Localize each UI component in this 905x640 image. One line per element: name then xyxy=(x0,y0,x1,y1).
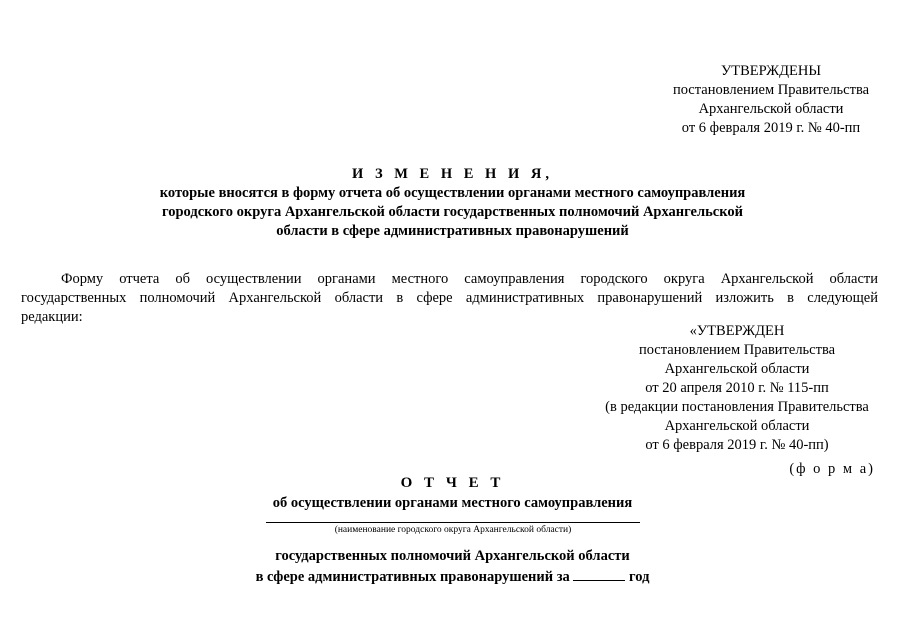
approval-form-header xyxy=(597,322,877,455)
report-title: О Т Ч Е Т xyxy=(400,475,505,491)
approval-header-line: от 6 февраля 2019 г. № 40-пп xyxy=(681,120,861,136)
approval-form-line: Архангельской области xyxy=(664,361,810,377)
changes-subtitle-line: городского округа Архангельской области государственных полномочий Архангельской xyxy=(162,204,743,220)
approval-form-line: Архангельской области xyxy=(664,418,810,434)
paragraph-line: Форму отчета об осуществлении органами местного самоуправления городского округа Архангельской области xyxy=(61,271,878,287)
changes-subtitle xyxy=(0,184,905,241)
year-blank-field xyxy=(573,566,625,581)
approval-form-line: постановлением Правительства xyxy=(638,342,836,358)
approval-header-line: УТВЕРЖДЕНЫ xyxy=(720,63,822,79)
approval-form-line: «УТВЕРЖДЕН xyxy=(689,323,785,339)
report-powers-line-year xyxy=(0,566,905,587)
approval-header-line: Архангельской области xyxy=(698,101,844,117)
paragraph-line: государственных полномочий Архангельской области в сфере административных правонарушений изложить в следующей xyxy=(21,290,878,306)
changes-subtitle-line: области в сфере административных правонарушений xyxy=(276,223,629,239)
municipality-name-caption: (наименование городского округа Архангельской области) xyxy=(334,525,572,535)
body-paragraph xyxy=(21,270,878,327)
form-label: (ф о р м а) xyxy=(789,461,875,477)
approval-form-line: от 20 апреля 2010 г. № 115-пп xyxy=(645,380,829,396)
changes-title: И З М Е Н Е Н И Я, xyxy=(352,166,553,182)
approval-form-line: (в редакции постановления Правительства xyxy=(605,399,869,415)
approval-header-line: постановлением Правительства xyxy=(672,82,870,98)
changes-subtitle-line: которые вносятся в форму отчета об осуществлении органами местного самоуправления xyxy=(159,185,746,201)
approval-header xyxy=(671,62,871,138)
paragraph-line: редакции: xyxy=(21,309,83,325)
report-powers-prefix: в сфере административных правонарушений за xyxy=(255,569,570,585)
report-powers xyxy=(0,547,905,587)
report-powers-suffix: год xyxy=(629,569,650,585)
approval-form-line: от 6 февраля 2019 г. № 40-пп) xyxy=(645,437,829,453)
report-powers-line: государственных полномочий Архангельской области xyxy=(275,548,630,564)
municipality-name-field-line xyxy=(266,522,640,523)
report-subtitle: об осуществлении органами местного самоуправления xyxy=(272,495,633,511)
